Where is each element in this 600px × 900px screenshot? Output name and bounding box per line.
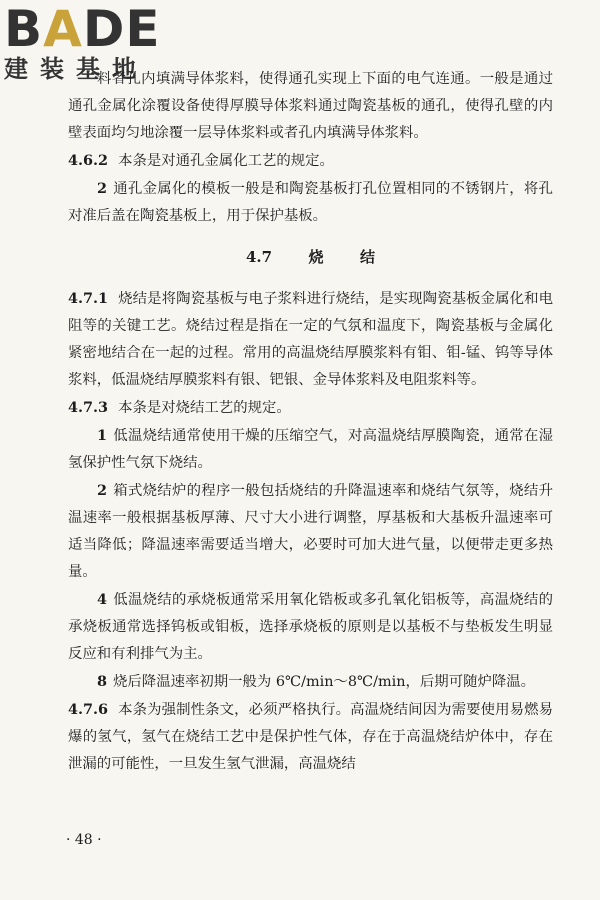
section-title xyxy=(68,244,553,271)
section-title-char-2: 结 xyxy=(360,248,376,266)
item-number: 8 xyxy=(97,673,108,690)
paragraph-continuation: 料者孔内填满导体浆料，使得通孔实现上下面的电气连通。一般是通过通孔金属化涂覆设备使得厚膜导体浆料通过陶瓷基板的通孔，使得孔壁的内壁表面均匀地涂覆一层导体浆料或者孔内填满导体浆料。 xyxy=(68,71,553,141)
clause-4-6-2-item-2 xyxy=(68,175,553,230)
item-text: 通孔金属化的模板一般是和陶瓷基板打孔位置相同的不锈钢片，将孔对准后盖在陶瓷基板上，用于保护基板。 xyxy=(68,181,553,224)
clause-number: 4.6.2 xyxy=(68,152,109,169)
document-body xyxy=(68,66,553,778)
clause-4-6-2 xyxy=(68,147,553,175)
clause-4-7-3-item-4 xyxy=(68,586,553,668)
clause-4-7-6 xyxy=(68,696,553,778)
clause-text: 烧结是将陶瓷基板与电子浆料进行烧结，是实现陶瓷基板金属化和电阻等的关键工艺。烧结过程是指在一定的气氛和温度下，陶瓷基板与金属化紧密地结合在一起的过程。常用的高温烧结厚膜浆料有钼、钼-锰、钨等导体浆料，低温烧结厚膜浆料有银、钯银、金导体浆料及电阻浆料等。 xyxy=(68,291,553,388)
item-number: 2 xyxy=(97,180,108,197)
item-number: 2 xyxy=(97,482,108,499)
clause-4-7-3 xyxy=(68,394,553,422)
clause-number: 4.7.6 xyxy=(68,701,109,718)
item-number: 1 xyxy=(97,427,108,444)
clause-4-7-1 xyxy=(68,285,553,394)
page-number: · 48 · xyxy=(66,832,102,848)
clause-text: 本条是对通孔金属化工艺的规定。 xyxy=(118,153,334,169)
clause-4-7-3-item-8 xyxy=(68,668,553,696)
clause-number: 4.7.3 xyxy=(68,399,109,416)
clause-text: 本条为强制性条文，必须严格执行。高温烧结间因为需要使用易燃易爆的氢气，氢气在烧结工艺中是保护性气体，存在于高温烧结炉体中，存在泄漏的可能性，一旦发生氢气泄漏，高温烧结 xyxy=(68,702,553,772)
item-number: 4 xyxy=(97,591,108,608)
item-text: 箱式烧结炉的程序一般包括烧结的升降温速率和烧结气氛等，烧结升温速率一般根据基板厚薄、尺寸大小进行调整，厚基板和大基板升温速率可适当降低；降温速率需要适当增大，必要时可加大进气量，以便带走更多热量。 xyxy=(68,483,553,580)
item-text: 低温烧结通常使用干燥的压缩空气，对高温烧结厚膜陶瓷，通常在湿氢保护性气氛下烧结。 xyxy=(68,428,553,471)
clause-4-7-3-item-2 xyxy=(68,477,553,586)
watermark-brand: BADE xyxy=(4,0,161,58)
section-number: 4.7 xyxy=(245,248,273,266)
item-text: 烧后降温速率初期一般为 6℃/min～8℃/min，后期可随炉降温。 xyxy=(113,674,536,690)
clause-4-7-3-item-1 xyxy=(68,422,553,477)
clause-number: 4.7.1 xyxy=(68,290,109,307)
section-title-char-1: 烧 xyxy=(308,248,324,266)
watermark-subtitle: 建装基地 xyxy=(4,55,148,83)
item-text: 低温烧结的承烧板通常采用氧化锆板或多孔氧化铝板等，高温烧结的承烧板通常选择钨板或钼板，选择承烧板的原则是以基板不与垫板发生明显反应和有利排气为主。 xyxy=(68,592,553,662)
clause-text: 本条是对烧结工艺的规定。 xyxy=(118,400,291,416)
